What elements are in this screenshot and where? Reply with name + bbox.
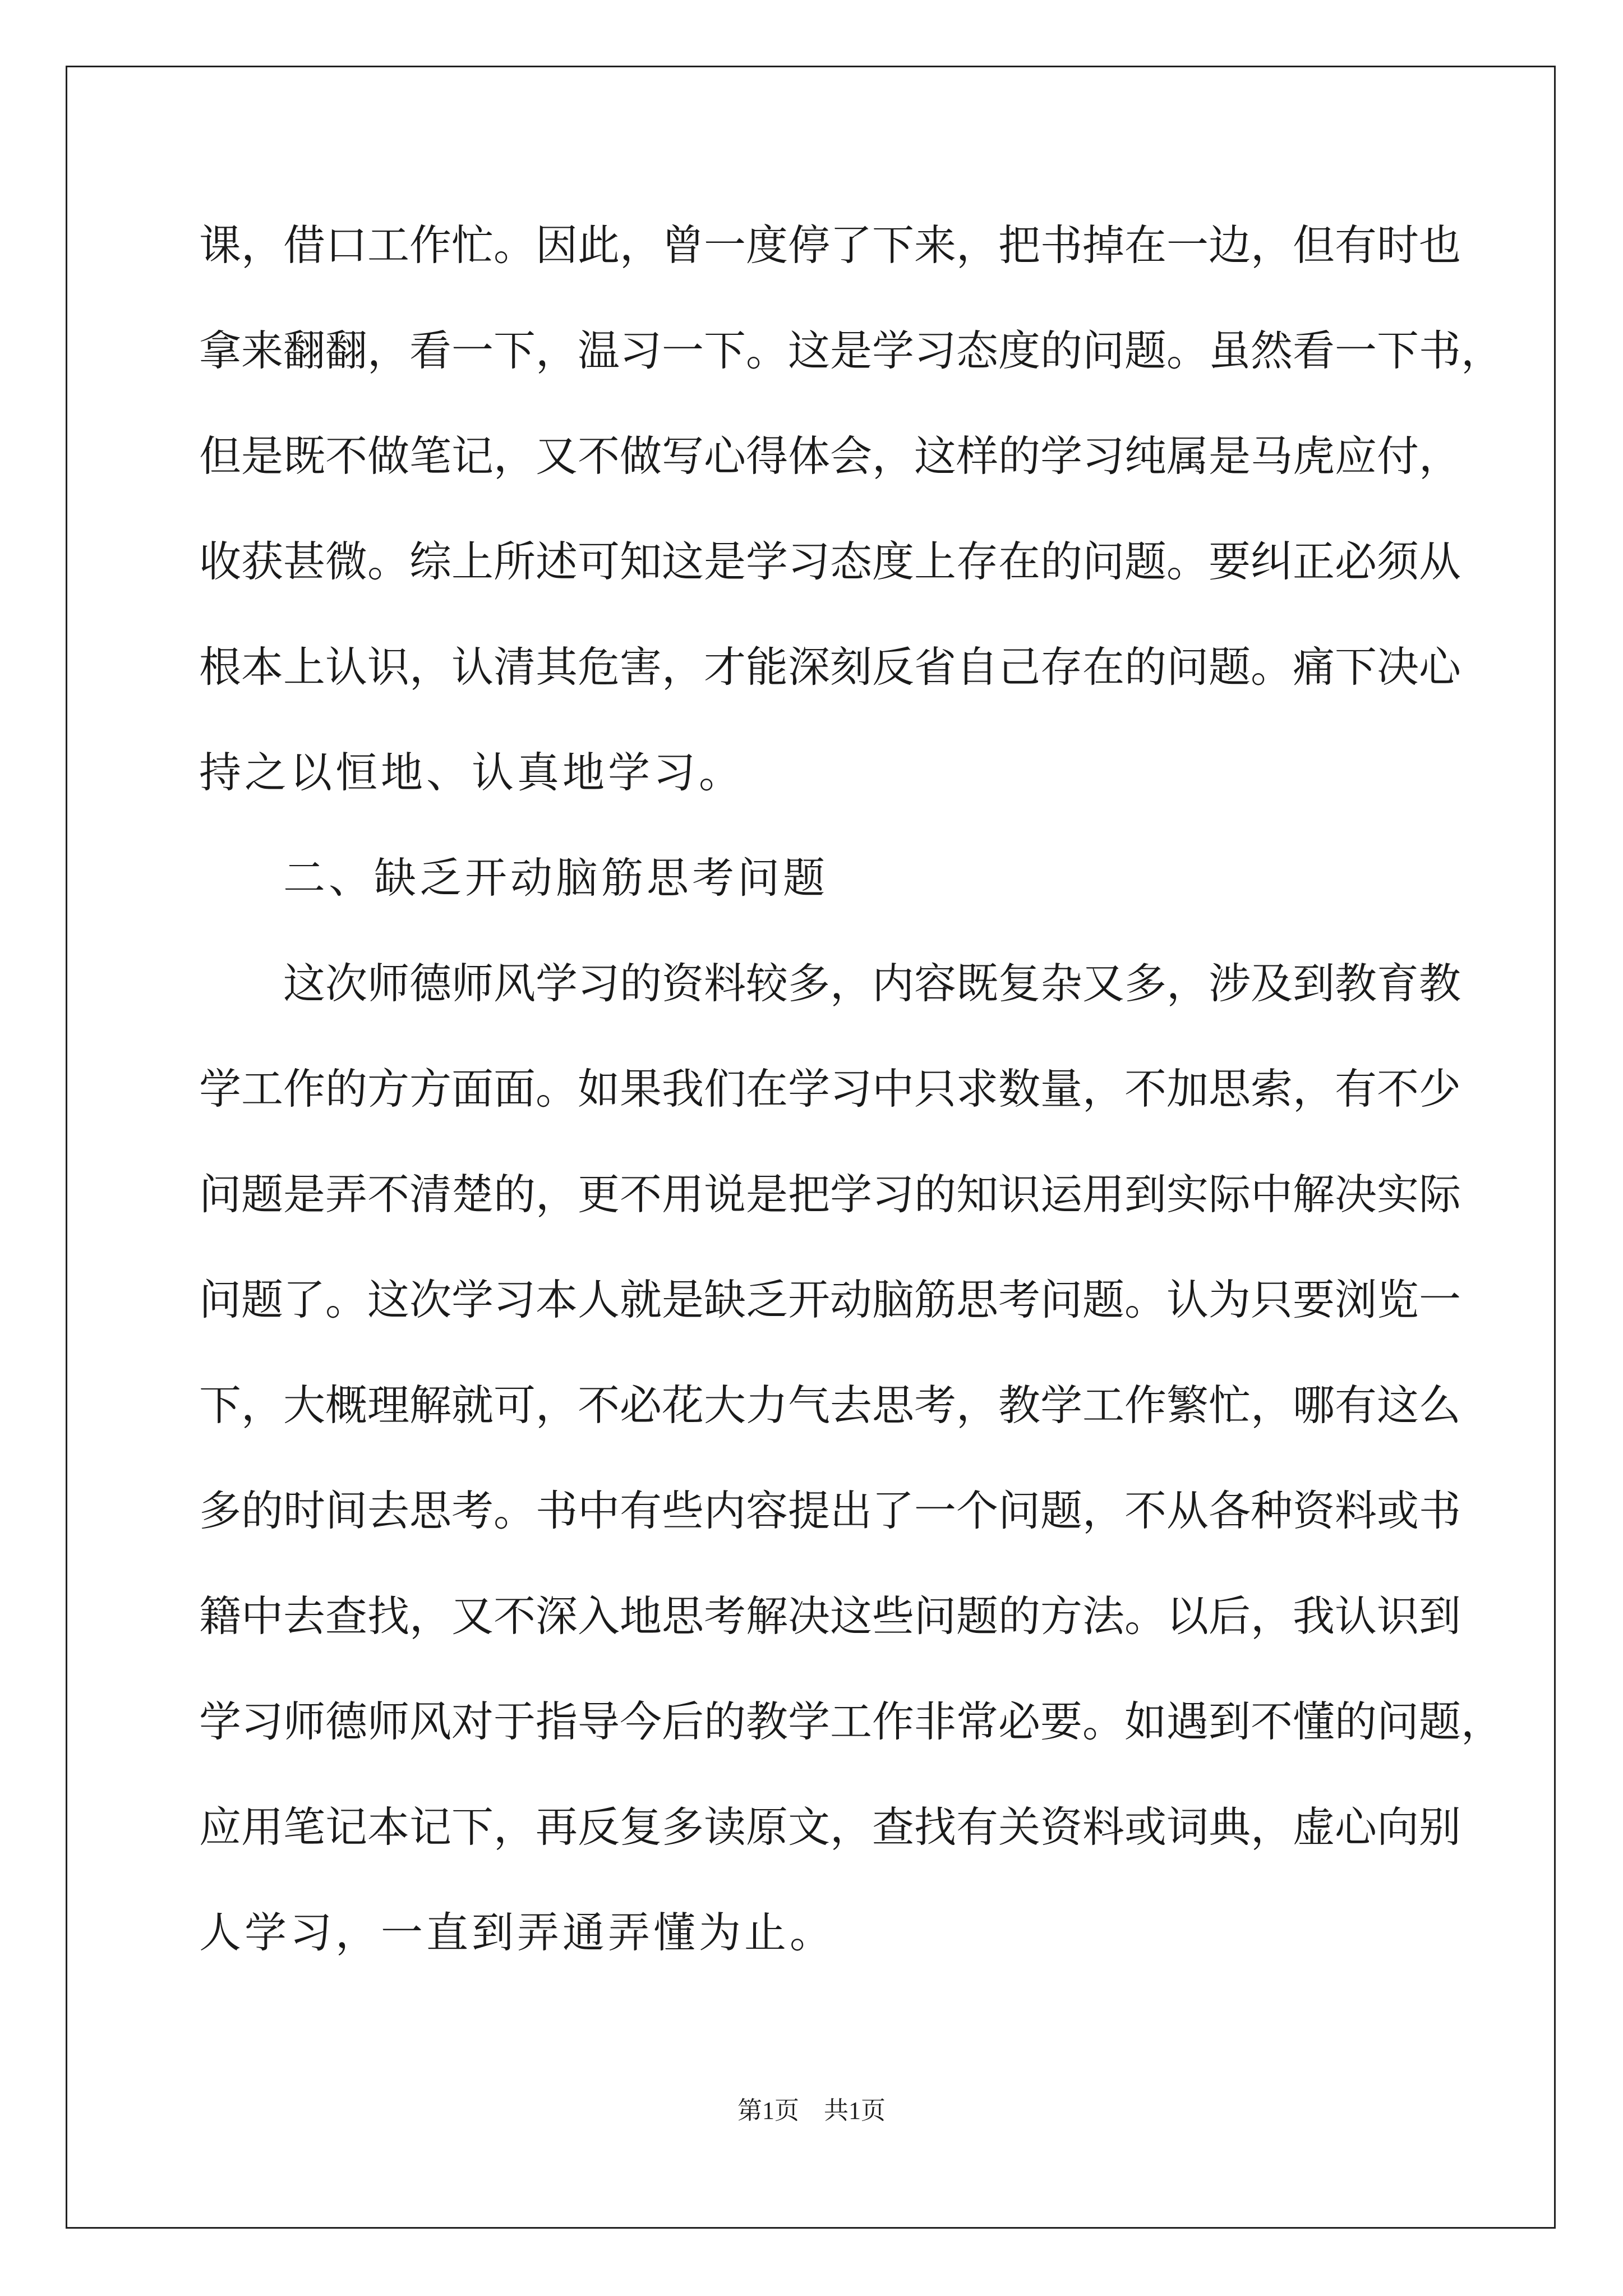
paragraph-line: 下，大概理解就可，不必花大力气去思考，教学工作繁忙，哪有这么 <box>199 1381 1461 1430</box>
paragraph-line: 人学习，一直到弄通弄懂为止。 <box>199 1908 836 1957</box>
section-heading: 二、缺乏开动脑筋思考问题 <box>283 853 829 903</box>
paragraph-line: 多的时间去思考。书中有些内容提出了一个问题，不从各种资料或书 <box>199 1486 1461 1535</box>
paragraph-line: 问题是弄不清楚的，更不用说是把学习的知识运用到实际中解决实际 <box>199 1170 1461 1219</box>
page-number: 第1页 <box>737 2097 799 2124</box>
paragraph-line: 根本上认识，认清其危害，才能深刻反省自己存在的问题。痛下决心 <box>199 642 1461 692</box>
paragraph-line: 学工作的方方面面。如果我们在学习中只求数量，不加思索，有不少 <box>199 1064 1461 1114</box>
paragraph-line: 拿来翻翻，看一下，温习一下。这是学习态度的问题。虽然看一下书， <box>199 326 1504 375</box>
paragraph-line: 学习师德师风对于指导今后的教学工作非常必要。如遇到不懂的问题， <box>199 1697 1504 1746</box>
paragraph-line: 持之以恒地、认真地学习。 <box>199 748 745 797</box>
document-body <box>199 214 1504 2007</box>
paragraph-line: 问题了。这次学习本人就是缺乏开动脑筋思考问题。认为只要浏览一 <box>199 1275 1461 1324</box>
paragraph-line: 应用笔记本记下，再反复多读原文，查找有关资料或词典，虚心向别 <box>199 1802 1461 1852</box>
paragraph-line: 课，借口工作忙。因此，曾一度停了下来，把书掉在一边，但有时也 <box>199 220 1461 270</box>
paragraph-line: 这次师德师风学习的资料较多，内容既复杂又多，涉及到教育教 <box>283 959 1461 1008</box>
page-footer <box>0 2094 1623 2128</box>
paragraph-line: 但是既不做笔记，又不做写心得体会，这样的学习纯属是马虎应付， <box>199 431 1461 481</box>
paragraph-line: 籍中去查找，又不深入地思考解决这些问题的方法。以后，我认识到 <box>199 1591 1461 1641</box>
page-total: 共1页 <box>824 2097 886 2124</box>
paragraph-line: 收获甚微。综上所述可知这是学习态度上存在的问题。要纠正必须从 <box>199 537 1461 586</box>
